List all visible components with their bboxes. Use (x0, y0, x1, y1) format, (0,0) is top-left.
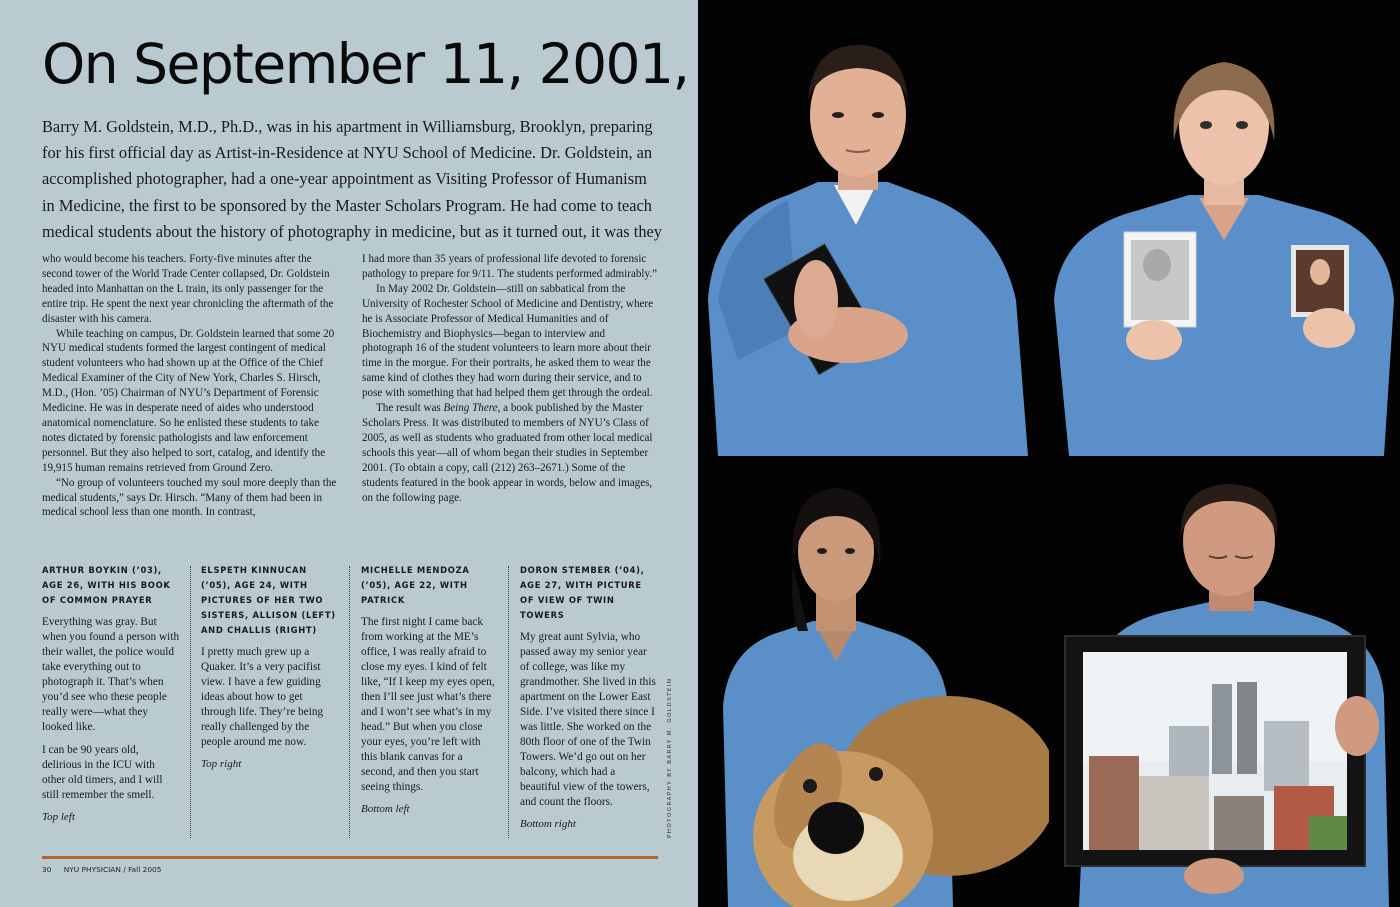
photo-credit: PHOTOGRAPHY BY BARRY M. GOLDSTEIN (667, 677, 673, 838)
profile-quote: The first night I came back from working at the ME’s office, I was really afraid to close my eyes. I kind of felt like, “If I keep my eyes open, then I’ll see just what’s there and I won’t see what’s in my head.” But when you close your eyes, you’re left with this blank canvas for a second, and then you start seeing things. (361, 616, 495, 793)
body-paragraph: I had more than 35 years of professional life devoted to forensic pathology to prepare for 9/11. The students performed admirably.” (362, 253, 658, 280)
deck-line: accomplished photographer, had a one-year appointment as Visiting Professor of Humanism (42, 169, 647, 189)
profile-photo-position: Bottom left (361, 803, 410, 815)
profile-quote: I pretty much grew up a Quaker. It’s a very pacifist view. I have a few guiding ideas about how to get through life. They’re being really challenged by the people around me now. (201, 646, 324, 748)
photo-michelle-mendoza (698, 456, 1049, 907)
body-paragraph: While teaching on campus, Dr. Goldstein learned that some 20 NYU medical students formed the largest contingent of medical student volunteers who had shown up at the Office of the Chief Medical Examiner of the City of New York, Charles S. Hirsch, M.D., (Hon. ’05) Chairman of NYU’s Department of Forensic Medicine. He was in desperate need of aides who understood anatomical nomenclature. So he enlisted these students to take notes dictated by forensic pathologists and law enforcement personnel. But they also helped to sort, catalog, and identify the 19,915 human remains retrieved from Ground Zero. (42, 327, 335, 474)
profile-photo-position: Top right (201, 758, 242, 770)
book-title: Being There (443, 402, 498, 415)
deck-line: Barry M. Goldstein, M.D., Ph.D., was in his apartment in Williamsburg, Brooklyn, preparing (42, 117, 653, 136)
profile-quote: I can be 90 years old, delirious in the ICU with other old timers, and I will still remember the smell. (42, 744, 163, 801)
column-divider (508, 566, 509, 838)
page-number: 30 (42, 865, 52, 874)
profile-photo-position: Bottom right (520, 818, 576, 830)
body-text: The result was (376, 402, 444, 415)
profile-doron-stember (520, 563, 658, 830)
publication-name: NYU PHYSICIAN / Fall 2005 (63, 865, 162, 874)
portrait-illustration (698, 456, 1049, 907)
profile-heading: MICHELLE MENDOZA (’05), AGE 22, WITH PATRICK (361, 565, 470, 605)
photo-doron-stember (1049, 456, 1400, 907)
body-column-1 (42, 252, 338, 520)
body-paragraph (362, 401, 658, 505)
profile-photo-position: Top left (42, 811, 75, 823)
portrait-illustration (698, 0, 1049, 456)
profile-heading: ELSPETH KINNUCAN (’05), AGE 24, WITH PICTURES OF HER TWO SISTERS, ALLISON (LEFT) AND CHALLIS (RIGHT) (201, 565, 336, 635)
footer-rule (42, 856, 658, 859)
intro-deck (42, 114, 662, 245)
body-column-2 (362, 252, 658, 505)
body-paragraph: “No group of volunteers touched my soul more deeply than the medical students,” says Dr. Hirsch. “Many of them had been in medical school less than one month. In contrast, (42, 476, 337, 519)
deck-line: for his first official day as Artist-in-Residence at NYU School of Medicine. Dr. Goldstein, an (42, 143, 653, 163)
left-page (0, 0, 698, 907)
photo-elspeth-kinnucan (1049, 0, 1400, 456)
profile-elspeth-kinnucan (201, 563, 339, 770)
profile-quote: My great aunt Sylvia, who passed away my senior year of college, was like my grandmother. She lived in this apartment on the Lower East Side. I’ve visited there since I was little. She worked on the 80th floor of one of the Twin Towers. We’d go out on her balcony, which had a beautiful view of the towers, and count the floors. (520, 631, 656, 808)
portrait-illustration (1049, 0, 1400, 456)
deck-line: in Medicine, the first to be sponsored by the Master Scholars Program. He had come to teach (42, 195, 652, 215)
profile-heading: DORON STEMBER (’04), AGE 27, WITH PICTURE OF VIEW OF TWIN TOWERS (520, 565, 645, 620)
column-divider (349, 566, 350, 838)
column-divider (190, 566, 191, 838)
profile-heading: ARTHUR BOYKIN (’03), AGE 26, WITH HIS BOOK OF COMMON PRAYER (42, 565, 171, 605)
profile-michelle-mendoza (361, 563, 499, 815)
profile-quote: Everything was gray. But when you found a person with their wallet, the police would take everything out to photograph it. That’s when you’d see who these people really were—what they looked like. (42, 616, 180, 733)
headline: On September 11, 2001, (42, 32, 689, 96)
photo-arthur-boykin (698, 0, 1049, 456)
body-text: , a book published by the Master Scholars Press. It was distributed to members of NYU’s Class of 2005, as well as students who graduated from other local medical schools this year—all of whom began their studies in September 2001. (To obtain a copy, call (212) 263–2671.) Some of the students featured in the book appear in words, below and images, on the following page. (362, 402, 653, 504)
page-footer (42, 865, 161, 874)
body-paragraph: In May 2002 Dr. Goldstein—still on sabbatical from the University of Rochester School of Medicine and Dentistry, where he is Associate Professor of Medical Humanities and of Biochemistry and Biophysics—began to interview and photograph 16 of the student volunteers to learn more about their time in the morgue. For their portraits, he asked them to wear the same kind of clothes they had worn during their service, and to pose with something that had helped them get through the ordeal. (362, 282, 654, 400)
profile-arthur-boykin (42, 563, 180, 823)
body-paragraph: who would become his teachers. Forty-five minutes after the second tower of the World Trade Center collapsed, Dr. Goldstein headed into Manhattan on the L train, its only passenger for the entire trip. He spent the next year chronicling the aftermath of the disaster with his camera. (42, 253, 334, 325)
deck-line: medical students about the history of photography in medicine, but as it turned out, it was they (42, 221, 662, 241)
right-page-photo-grid (698, 0, 1400, 907)
portrait-illustration (1049, 456, 1400, 907)
